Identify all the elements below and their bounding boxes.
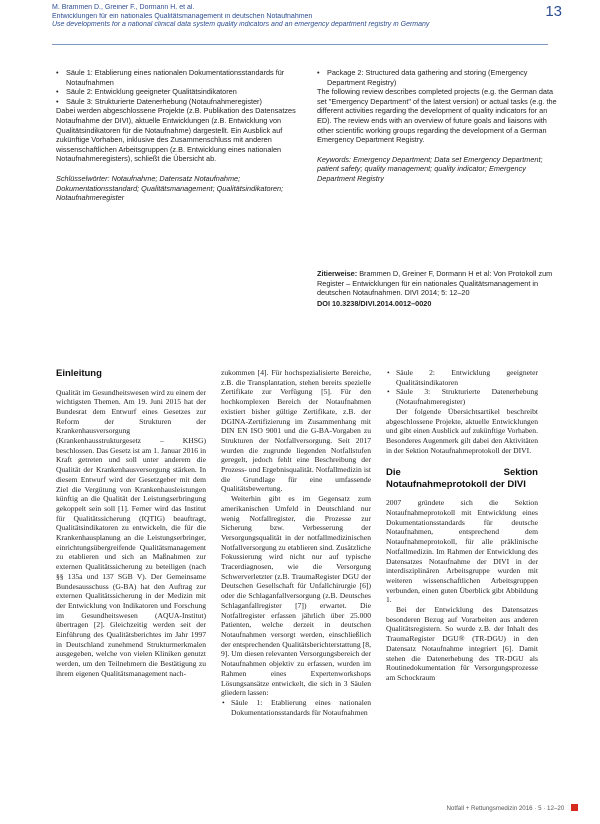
body-paragraph: 2007 gründete sich die Sektion Notaufnahmeprotokoll mit Entwicklung eines Dokumentationsstandards für deutsche Notaufnahmen, entsprechend dem Notaufnahmeprotokoll, für alle präklinische Notfallmedizin. Im Rahmen der Entwicklung des Datensatzes Notaufnahme der DIVI in der interdisziplinären Arbeitsgruppe wurden mit weiteren wissenschaftlichen Arbeitsgruppen verbunden, einen guten Überblick gibt Abbildung 1. (386, 498, 538, 605)
citation-doi[interactable]: DOI 10.3238/DIVI.2014.0012–0020 (317, 298, 432, 308)
abstract-de-text: Dabei werden abgeschlossene Projekte (z.B. Publikation des Datensatzes Notaufnahme der DIVI), aktuelle Entwicklungen (z.B. Entwicklung von Qualitätsindikatoren für die Notaufnahme) dargestellt. Ein Ausblick auf zukünftige Vorhaben, inklusive des Zusammenschluss mit anderen wissenschaftlichen Arbeitsgruppen (z.B. Entwicklung eines nationalen Notaufnahmeregisters), schließt die Übersicht ab. (56, 106, 296, 164)
abstract-en-bullet-list (317, 68, 557, 87)
section-heading-introduction: Einleitung (56, 368, 102, 379)
citation-block (317, 269, 557, 308)
running-header (52, 4, 532, 30)
page-number: 13 (545, 3, 562, 20)
body-bullet: • Säule 1: Etablierung eines nationalen Dokumentationsstandards für Notaufnahmen (221, 698, 371, 717)
abstract-en-keywords (317, 155, 557, 184)
body-bullet: • Säule 2: Entwicklung geeigneter Qualitätsindikatoren (386, 368, 538, 387)
header-title-de: Entwicklungen für ein nationales Qualitätsmanagement in deutschen Notaufnahmen (52, 12, 313, 20)
header-title-en: Use developments for a national clinical data system quality indicators and an emergency department registry in Germany (52, 21, 430, 29)
abstract-en-text: The following review describes completed projects (e.g. the German data set "Emergency Department" of the latest version) or actual tasks (e.g. the different activities regarding the development of quality indicators for an ED). The review ends with an overview of future goals and liaisons with other scientific working groups regarding the development of a German Emergency Department Registry. (317, 87, 557, 145)
body-column-1 (56, 368, 206, 679)
abstract-de-keywords (56, 174, 304, 203)
abstract-english (317, 68, 557, 184)
abstract-de-bullet: • Säule 1: Etablierung eines nationalen Dokumentationsstandards für Notaufnahmen (56, 68, 304, 87)
abstract-de-bullet-list (56, 68, 304, 106)
abstract-de-bullet: • Säule 3: Strukturierte Datenerhebung (Notaufnahmeregister) (56, 97, 304, 107)
abstract-de-bullet: • Säule 2: Entwicklung geeigneter Qualitätsindikatoren (56, 87, 304, 97)
body-column-3 (386, 368, 538, 683)
body-paragraph: Weiterhin gibt es im Gegensatz zum amerikanischen Umfeld in Deutschland nur wenig Notfallregister, die Prozesse zur Sicherung bzw. Verbesserung der Versorgungsqualität in der notfallmedizinischen Notfallversorgung zu etablieren sind. Zusätzliche Fokussierung wird nicht nur auf typische Tracerdiagnosen, wie die Versorgung Schwerverletzter (z.B. TraumaRegister DGU der Deutschen Gesellschaft für Unfallchirurgie [6]) oder die Schlaganfallversorgung (z.B. Deutsches Schlaganfallregister [7]) erwartet. Die Notfallregister erfassen jährlich über 25.000 Patienten, welche derzeit in deutschen Notaufnahmen versorgt werden, einschließlich der entsprechenden Qualitätsberichterstattung [8, 9]. Um diesen relevanten Versorgungsbereich der Notaufnahmen objektiv zu erfassen, wurden im Rahmen eines Expertenworkshops Lösungsansätze entwickelt, die sich in 3 Säulen gliedern lassen: (221, 494, 371, 698)
keywords-label: Keywords: (317, 154, 352, 164)
body-paragraph: Qualität im Gesundheitswesen wird zu einem der wichtigsten Themen. Am 19. Juni 2015 hat der Bundesrat dem Entwurf eines Gesetzes zur Reform der Strukturen der Krankenhausversorgung (Krankenhausstrukturgesetz – KHSG) beschlossen. Das Gesetz ist am 1. Januar 2016 in Kraft getreten und soll unter anderem die Qualität der Krankenhausversorgung stärken. In diesem Entwurf wird der Gesetzgeber mit dem Ziel die Vergütung von Krankenhausleistungen künftig an die Qualität der Leistungserbringung gekoppelt sein soll [1]. Ferner wird das Institut für Qualitätssicherung (IQTIG) beauftragt, Qualitätsindikatoren zu entwickeln, die für die Krankenhausplanung an die Leistungserbringer, einrichtungsübergreifende Qualitätsmanagement zu etablieren und sich an Maßnahmen zur externen Qualitätssicherung zu beteiligen (nach §§ 135a und 137 SGB V). Der Gemeinsame Bundesausschuss (G-BA) hat den Auftrag zur externen Qualitätssicherung in der Medizin mit der Entwicklung von Indikatoren und Forschung im Gesundheitswesen (AQUA-Institut) übertragen [2]. Gleichzeitig werden seit der Einführung des Qualitätsberichtes im Jahr 1997 in Deutschland zunehmend Strukturmerkmalen ausgegeben, welche von vielen Kliniken genutzt werden, um den Teilnehmern die Bestätigung zu ihrem eigenen Qualitätsmanagement nach- (56, 387, 206, 678)
citation-reference: Brammen D, Greiner F, Dormann H et al: Von Protokoll zum Register – Entwicklungen für ein nationales Qualitätsmanagement in deutschen Notaufnahmen. DIVI 2014; 5: 12–20 (317, 269, 553, 298)
footer-journal-info: Notfall + Rettungsmedizin 2016 · 5 · 12–20 (446, 805, 565, 812)
header-authors: M. Brammen D., Greiner F., Dormann H. et al. (52, 4, 195, 11)
citation-label: Zitierweise: (317, 269, 358, 278)
header-divider (52, 44, 548, 45)
body-paragraph: Der folgende Übersichtsartikel beschreibt abgeschlossene Projekte, aktuelle Entwicklungen und gibt einen Ausblick auf zukünftige Vorhaben. Besonderes Augenmerk gilt dabei den Aktivitäten in der Sektion Notaufnahmeprotokoll der DIVI. (386, 406, 538, 455)
citation-text (317, 269, 557, 298)
abstract-german (56, 68, 304, 203)
abstract-en-bullet: • Package 2: Structured data gathering and storing (Emergency Department Registry) (317, 68, 557, 87)
body-column-2 (221, 368, 371, 717)
keywords-label: Schlüsselwörter: (56, 173, 110, 183)
body-bullet: • Säule 3: Strukturierte Datenerhebung (Notaufnahmeregister) (386, 387, 538, 406)
footer-marker-square (571, 804, 578, 811)
section-heading-sektion: Die Sektion Notaufnahmeprotokoll der DIVI (386, 467, 538, 490)
page-footer (446, 804, 578, 812)
body-paragraph: zukommen [4]. Für hochspezialisierte Bereiche, z.B. die Transplantation, stehen bereits spezielle Zertifikate zur Verfügung [5]. Für den hochkomplexen Bereich der Notaufnahmen existiert bisher gültige Zertifikate, z.B. der DGINA-Zertifizierung im Zusammenhang mit DIN EN ISO 9001 und die G-BA-Vorgaben zu Strukturen der Notfallversorgung. Seit 2017 wurden die zugrunde liegenden Notfallstufen geregelt, jedoch fehlt eine Beschreibung der Prozess- und Ergebnisqualität. Notfallmedizin ist die Grundlage für eine umfassende Qualitätsbewertung. (221, 368, 371, 494)
keywords-list: Emergency Department; Data set Emergency Department; patient safety; quality management; quality indicator; Emergency Department Registry (317, 154, 543, 183)
keywords-list: Notaufnahme; Datensatz Notaufnahme; Dokumentationsstandard; Qualitätsmanagement; Qualitätsindikatoren; Notaufnahmeregister (56, 173, 284, 203)
body-paragraph: Bei der Entwicklung des Datensatzes besonderen Bezug auf Vorarbeiten aus anderen Qualitätsregistern. So wurde z.B. der Inhalt des TraumaRegister DGU® (TR-DGU) in den Datensatz Notaufnahme integriert [6]. Damit stehen die Datenerhebung des TR-DGU als Routinedokumentation für Versorgungsprozesse am Schockraum (386, 605, 538, 682)
